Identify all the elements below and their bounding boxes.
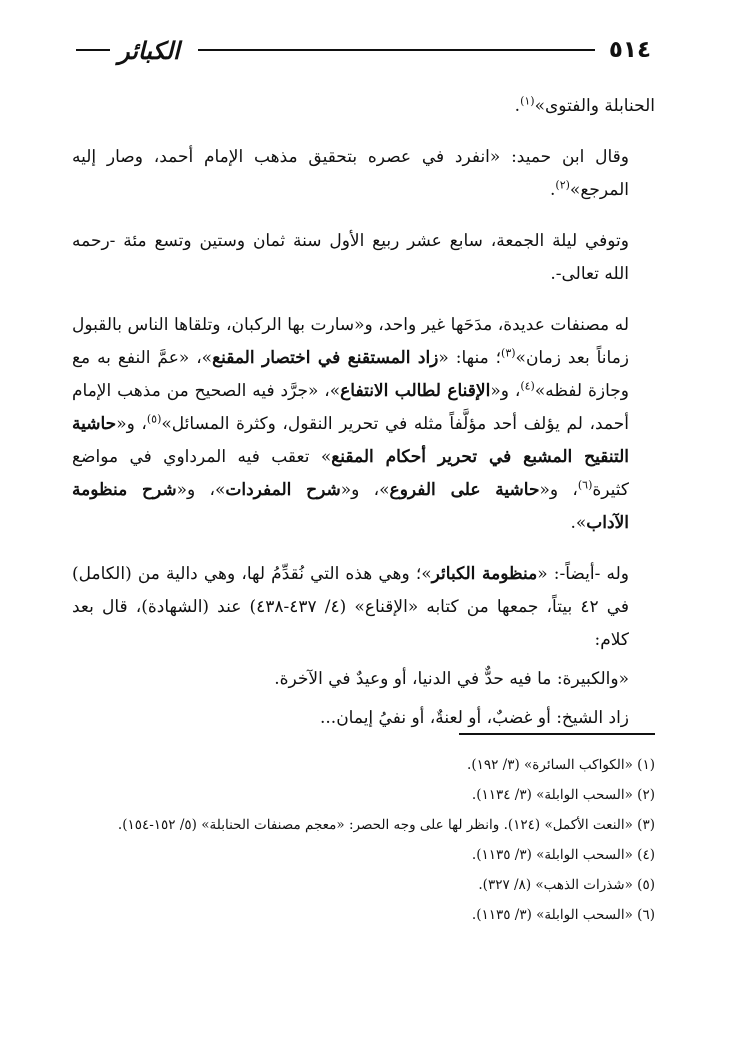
- book-title: زاد المستقنع في اختصار المقنع: [212, 348, 439, 368]
- footnote-ref-5[interactable]: (٥): [146, 412, 162, 426]
- footnote-ref-4[interactable]: (٤): [520, 379, 535, 393]
- footnotes: [72, 752, 655, 932]
- paragraph-4: له مصنفات عديدة، مدَحَها غير واحد، و«سارت بها الركبان، وتلقاها الناس بالقبول زماناً بعد زمان»$^{(٣)}$؛ منها: «زاد المستقنع في اختصار المقنع»، «عمَّ النفع به مع وجازة لفظه»$^{(٤)}$، و«الإقناع لطالب الانتفاع»، «جرَّد فيه الصحيح من مذهب الإمام أحمد، لم يؤلف أحد مؤلَّفاً مثله في تحرير النقول، وكثرة المسائل»$^{(٥)}$، و«حاشية التنقيح المشبع في تحرير أحكام المقنع» تعقب فيه المرداوي في مواضع كثيرة$^{(٦)}$، و«حاشية على الفروع»، و«شرح المفردات»، و«شرح منظومة الآداب».: [72, 315, 630, 533]
- footnote-ref-1[interactable]: (١): [520, 94, 535, 108]
- footnote-4: (٤) «السحب الوابلة» (٣/ ١١٣٥).: [471, 847, 655, 863]
- footnote-1: (١) «الكواكب السائرة» (٣/ ١٩٢).: [467, 757, 655, 773]
- footnote-2: (٢) «السحب الوابلة» (٣/ ١١٣٤).: [471, 787, 655, 803]
- quote-line-1: «والكبيرة: ما فيه حدٌّ في الدنيا، أو وعيدٌ في الآخرة.: [274, 669, 629, 689]
- footnote-separator: [459, 733, 655, 735]
- footnote-5: (٥) «شذرات الذهب» (٨/ ٣٢٧).: [478, 877, 655, 893]
- book-title: شرح المفردات: [225, 480, 341, 500]
- book-title: حاشية على الفروع: [389, 480, 540, 500]
- paragraph-5: وله -أيضاً-: «منظومة الكبائر»؛ وهي هذه التي نُقدِّمُ لها، وهي دالية من (الكامل) في ٤٢ بيتاً، جمعها من كتابه «الإقناع» (٤/ ٤٣٧-٤٣٨) عند (الشهادة)، قال بعد كلام:: [72, 564, 629, 650]
- footnote-ref-6[interactable]: (٦): [577, 478, 593, 492]
- header-rule: [198, 49, 595, 51]
- page-number: ٥١٤: [608, 37, 651, 63]
- quote-line-2: زاد الشيخ: أو غضبٌ، أو لعنةٌ، أو نفيُ إيمان...: [319, 708, 629, 728]
- footnote-3: (٣) «النعت الأكمل» (١٢٤). وانظر لها على وجه الحصر: «معجم مصنفات الحنابلة» (٥/ ١٥٢-١٥٤).: [117, 817, 655, 833]
- book-title: الإقناع لطالب الانتفاع: [340, 381, 491, 401]
- book-title: شرح منظومة الآداب: [72, 480, 629, 533]
- footnote-6: (٦) «السحب الوابلة» (٣/ ١١٣٥).: [471, 907, 655, 923]
- main-text: [72, 90, 655, 741]
- running-title: الكبائر: [118, 35, 180, 65]
- footnote-ref-2[interactable]: (٢): [555, 178, 570, 192]
- book-title: حاشية التنقيح المشبع في تحرير أحكام المقنع: [72, 414, 629, 467]
- paragraph-2: وقال ابن حميد: «انفرد في عصره بتحقيق مذهب الإمام أحمد، وصار إليه المرجع»$^{(٢)}$.: [72, 147, 629, 200]
- paragraph-3: وتوفي ليلة الجمعة، سابع عشر ربيع الأول سنة ثمان وستين وتسع مئة -رحمه الله تعالى-.: [72, 231, 629, 284]
- page-header: [76, 30, 651, 70]
- footnote-ref-3[interactable]: (٣): [501, 346, 516, 360]
- paragraph-1: الحنابلة والفتوى»$^{(١)}$.: [514, 94, 655, 116]
- book-title: منظومة الكبائر: [431, 564, 538, 584]
- header-rule-short: [76, 49, 110, 51]
